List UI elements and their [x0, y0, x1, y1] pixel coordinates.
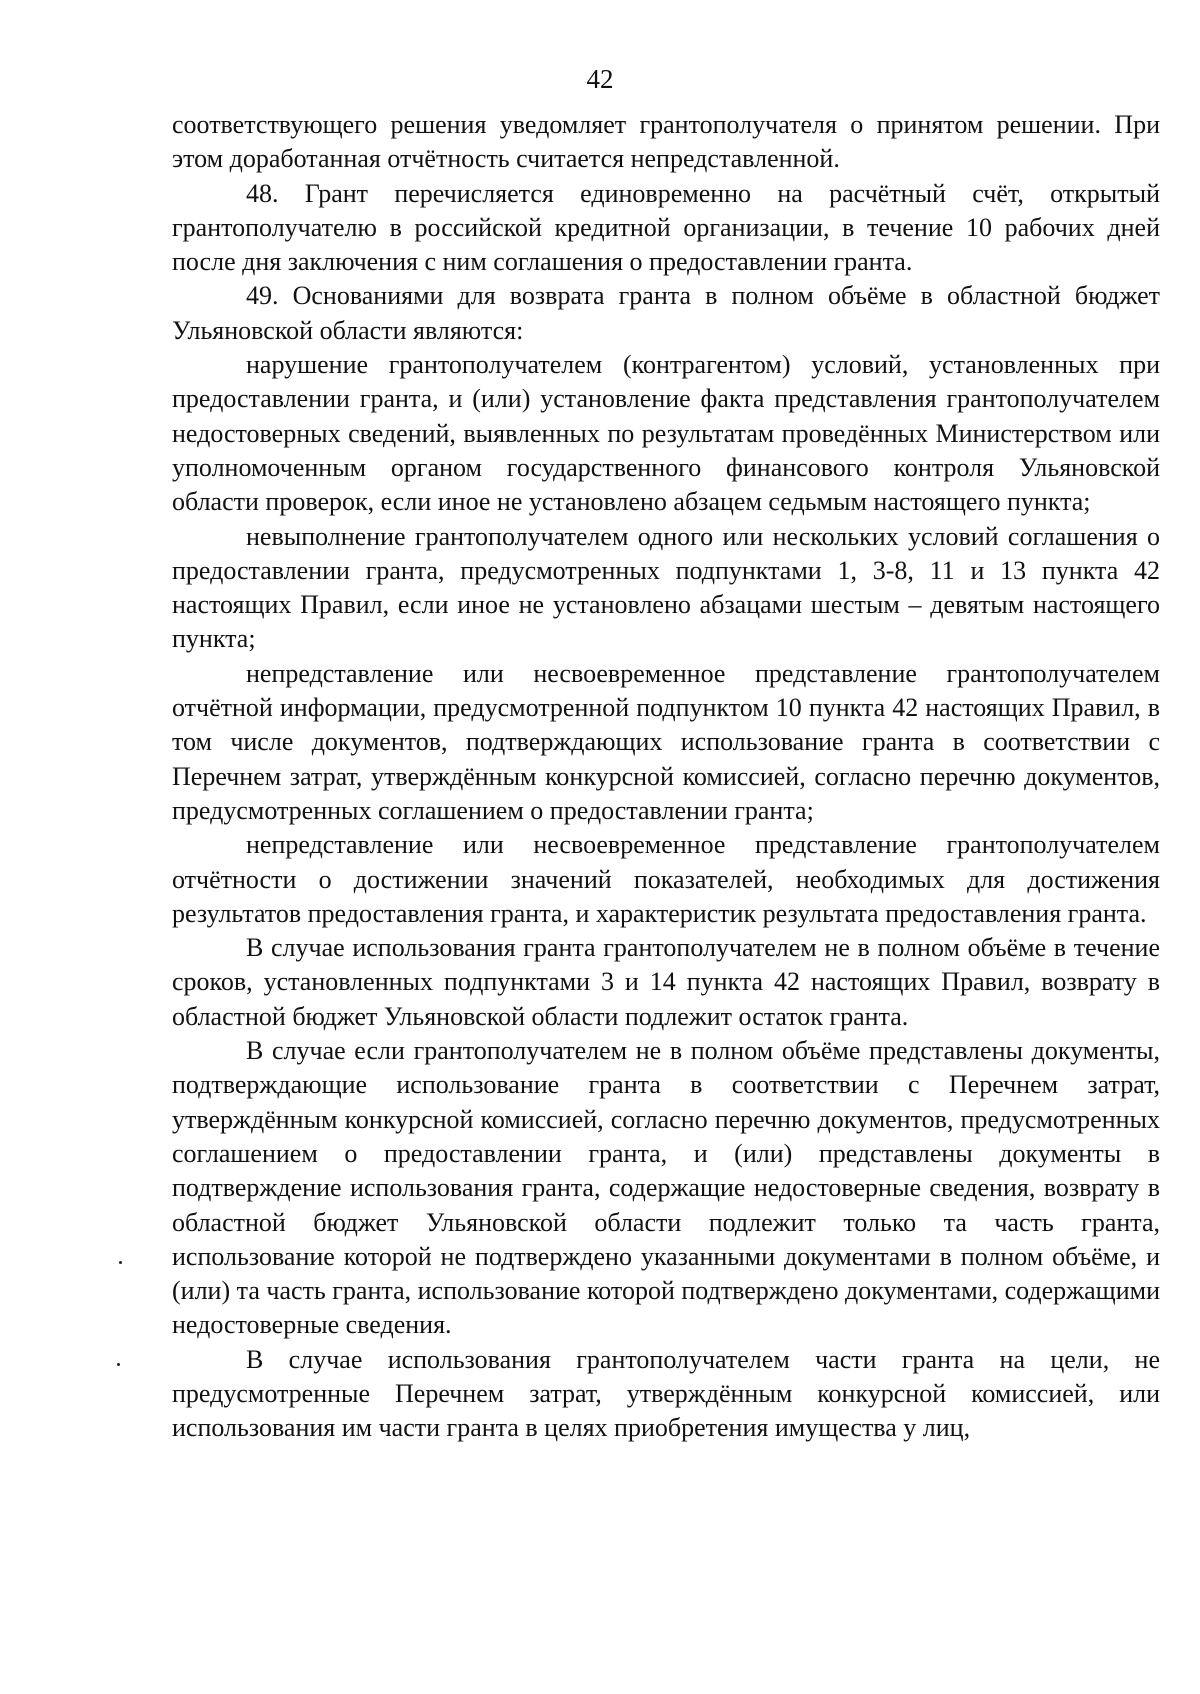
- paragraph-49-item-violation: нарушение грантополучателем (контрагентом) условий, установленных при предоставлении гранта, и (или) установление факта представления грантополучателем недостоверных сведений, выявленных по результатам проведённых Министерством или уполномоченным органом государственного финансового контроля Ульяновской области проверок, если иное не установлено абзацем седьмым настоящего пункта;: [172, 350, 1160, 517]
- paragraph-49-item-report-info: непредставление или несвоевременное представление грантополучателем отчётной информации, предусмотренной подпунктом 10 пункта 42 настоящих Правил, в том числе документов, подтверждающих использование гранта в соответствии с Перечнем затрат, утверждённым конкурсной комиссией, согласно перечню документов, предусмотренных соглашением о предоставлении гранта;: [172, 658, 1160, 825]
- paragraph-misuse: В случае использования грантополучателем части гранта на цели, не предусмотренные Перечнем затрат, утверждённым конкурсной комиссией, или использования им части гранта в целях приобретения имущества у лиц,: [172, 1344, 1160, 1443]
- paragraph-incomplete-documents: В случае если грантополучателем не в полном объёме представлены документы, подтверждающие использование гранта в соответствии с Перечнем затрат, утверждённым конкурсной комиссией, согласно перечню документов, предусмотренных соглашением о предоставлении гранта, и (или) представлены документы в подтверждение использования гранта, содержащие недостоверные сведения, возврату в областной бюджет Ульяновской области подлежит только та часть гранта, использование которой не подтверждено указанными документами в полном объёме, и (или) та часть гранта, использование которой подтверждено документами, содержащими недостоверные сведения.: [172, 1036, 1160, 1340]
- paragraph-49: 49. Основаниями для возврата гранта в полном объёме в областной бюджет Ульяновской области являются:: [172, 281, 1160, 345]
- paragraph-partial-use: В случае использования гранта грантополучателем не в полном объёме в течение сроков, установленных подпунктами 3 и 14 пункта 42 настоящих Правил, возврату в областной бюджет Ульяновской области подлежит остаток гранта.: [172, 933, 1160, 1031]
- scan-speck: [119, 1261, 122, 1264]
- paragraph-49-item-nonfulfillment: невыполнение грантополучателем одного или нескольких условий соглашения о предоставлении гранта, предусмотренных подпунктами 1, 3-8, 11 и 13 пункта 42 настоящих Правил, если иное не установлено абзацами шестым – девятым настоящего пункта;: [172, 521, 1160, 654]
- paragraph-continuation: соответствующего решения уведомляет грантополучателя о принятом решении. При этом доработанная отчётность считается непредставленной.: [172, 110, 1160, 174]
- paragraph-48: 48. Грант перечисляется единовременно на расчётный счёт, открытый грантополучателю в российской кредитной организации, в течение 10 рабочих дней после дня заключения с ним соглашения о предоставлении гранта.: [172, 178, 1160, 277]
- paragraph-49-item-report-indicators: непредставление или несвоевременное представление грантополучателем отчётности о достижении значений показателей, необходимых для достижения результатов предоставления гранта, и характеристик результата предоставления гранта.: [172, 830, 1160, 928]
- scan-speck: [117, 1363, 120, 1366]
- document-body: [172, 108, 1160, 1446]
- page-number: 42: [586, 64, 614, 94]
